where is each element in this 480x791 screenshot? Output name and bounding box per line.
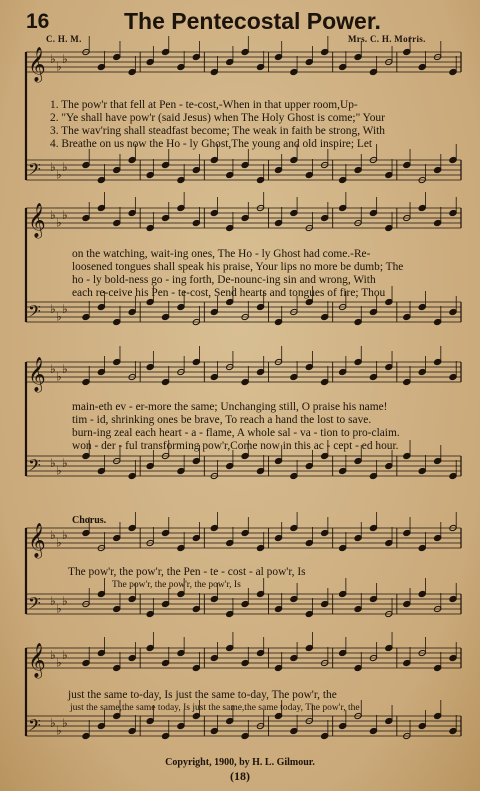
flat-icon: ♭: [62, 648, 68, 662]
flat-icon: ♭: [62, 160, 68, 174]
treble-clef-icon: 𝄞: [28, 203, 46, 238]
chorus-line-2-lower: just the same,the same today, Is just the same,the same today, The pow'r, the: [70, 703, 360, 713]
flat-icon: ♭: [62, 716, 68, 730]
bass-clef-icon: 𝄢: [28, 715, 41, 739]
verse-line-1: main-eth ev - er-more the same; Unchanging still, O praise his name!: [72, 401, 388, 413]
treble-clef-icon: 𝄞: [28, 47, 46, 82]
page-number: (18): [230, 769, 250, 783]
bass-clef-icon: 𝄢: [28, 159, 41, 183]
flat-icon: ♭: [56, 535, 62, 550]
treble-clef-icon: 𝄞: [28, 643, 46, 678]
flat-icon: ♭: [50, 648, 56, 662]
flat-icon: ♭: [50, 362, 56, 376]
flat-icon: ♭: [50, 528, 56, 542]
verse-line-2: 2. "Ye shall have pow'r (said Jesus) when The Holy Ghost is come;" Your: [50, 112, 385, 124]
bass-clef-icon: 𝄢: [28, 301, 41, 325]
hymn-number: 16: [26, 10, 50, 33]
flat-icon: ♭: [50, 594, 56, 608]
flat-icon: ♭: [62, 362, 68, 376]
flat-icon: ♭: [50, 160, 56, 174]
flat-icon: ♭: [56, 167, 62, 182]
flat-icon: ♭: [62, 52, 68, 66]
verse-line-4: each re-ceive his Pen - te-cost, Send hearts and tongues of fire; Thou: [72, 287, 386, 299]
chorus-line-1-lower: The pow'r, the pow'r, the pow'r, Is: [112, 580, 241, 590]
verse-line-4: won - der - ful transforming pow'r,Come now in this ac - cept - ed hour.: [72, 440, 399, 452]
flat-icon: ♭: [56, 215, 62, 230]
flat-icon: ♭: [50, 52, 56, 66]
treble-clef-icon: 𝄞: [28, 357, 46, 392]
flat-icon: ♭: [56, 309, 62, 324]
copyright: Copyright, 1900, by H. L. Gilmour.: [165, 757, 315, 768]
treble-clef-icon: 𝄞: [28, 523, 46, 558]
flat-icon: ♭: [56, 723, 62, 738]
flat-icon: ♭: [62, 528, 68, 542]
flat-icon: ♭: [50, 456, 56, 470]
verse-line-3: 3. The wav'ring shall steadfast become; The weak in faith be strong, With: [50, 125, 385, 137]
flat-icon: ♭: [56, 369, 62, 384]
bass-clef-icon: 𝄢: [28, 593, 41, 617]
verse-line-1: 1. The pow'r that fell at Pen - te-cost,-When in that upper room,Up-: [50, 99, 358, 111]
hymn-title: The Pentecostal Power.: [124, 8, 381, 34]
chorus-line-1-upper: The pow'r, the pow'r, the Pen - te - cost - al pow'r, Is: [68, 566, 306, 578]
flat-icon: ♭: [62, 456, 68, 470]
composer-left: C. H. M.: [46, 34, 82, 44]
flat-icon: ♭: [56, 655, 62, 670]
flat-icon: ♭: [62, 208, 68, 222]
bass-clef-icon: 𝄢: [28, 455, 41, 479]
flat-icon: ♭: [62, 302, 68, 316]
flat-icon: ♭: [56, 463, 62, 478]
verse-line-3: burn-ing zeal each heart - a - flame, A whole sal - va - tion to pro-claim.: [72, 427, 400, 439]
flat-icon: ♭: [50, 208, 56, 222]
verse-line-3: ho - ly bold-ness go - ing forth, De-nounc-ing sin and wrong, With: [72, 274, 376, 286]
flat-icon: ♭: [50, 716, 56, 730]
verse-line-1: on the watching, wait-ing ones, The Ho - ly Ghost had come.-Re-: [72, 248, 371, 260]
flat-icon: ♭: [62, 594, 68, 608]
flat-icon: ♭: [56, 601, 62, 616]
flat-icon: ♭: [50, 302, 56, 316]
verse-line-2: loosened tongues shall speak his praise, Your lips no more be dumb; The: [72, 261, 404, 273]
verse-line-2: tim - id, shrinking ones be brave, To reach a hand the lost to save.: [72, 414, 372, 426]
chorus-label: Chorus.: [72, 515, 107, 526]
composer-right: Mrs. C. H. Morris.: [348, 34, 426, 44]
verse-line-4: 4. Breathe on us now the Ho - ly Ghost,The young and old inspire; Let: [50, 138, 373, 150]
flat-icon: ♭: [56, 59, 62, 74]
chorus-line-2-upper: just the same to-day, Is just the same to-day, The pow'r, the: [68, 689, 337, 701]
